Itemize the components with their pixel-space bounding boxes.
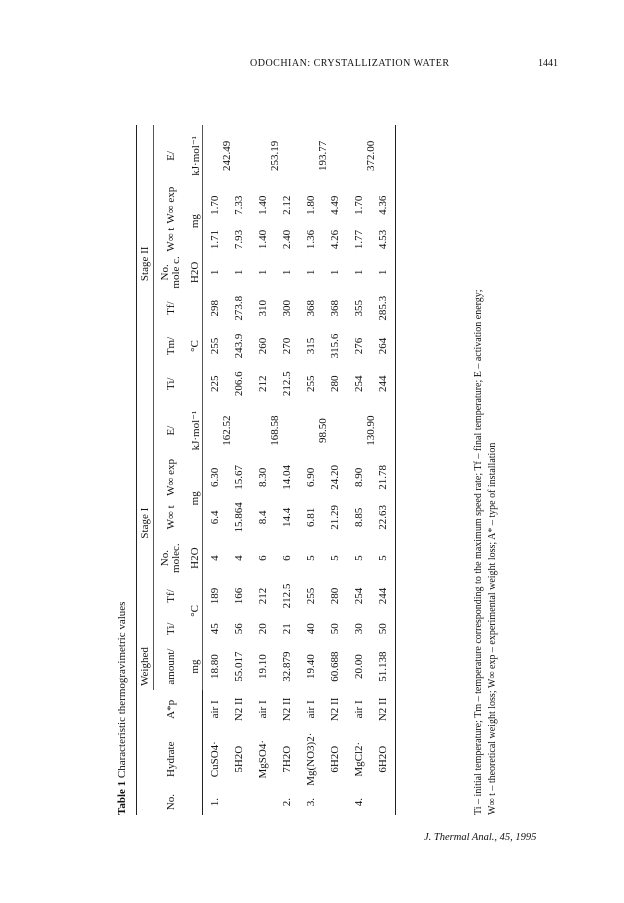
cell-ap: N2 II [377,697,389,722]
cell-tf1: 212.5 [281,583,293,609]
cell-no [251,789,275,815]
cell-wt1: 6.4 [209,510,221,525]
cell-ap: air I [305,700,317,719]
unit-kj-stage1: kJ·mol⁻¹ [188,403,203,459]
col-hydrate: Hydrate [164,741,177,777]
cell-tm2: 264 [377,337,389,355]
cell-hydrate: MgCl2· [353,741,365,777]
cell-ti1: 45 [209,623,221,635]
page-number: 1441 [538,58,558,69]
table-row [275,125,299,815]
caption-label: Table 1 [116,780,128,815]
cell-we2: 1.70 [353,195,365,215]
cell-n2: 1 [209,269,221,276]
energy-stage1: 168.58 [269,415,281,446]
col-e2: E/ [165,150,177,161]
cell-we2: 1.70 [209,195,221,215]
cell-wt1: 21.29 [329,504,341,530]
cell-ti1: 20 [257,623,269,635]
cell-wt2: 4.26 [329,229,341,250]
group-stage2: Stage II [137,125,154,403]
col-e1: E/ [165,425,177,436]
cell-tm2: 243.9 [233,333,245,359]
unit-h2o-stage2: H2O [188,255,203,289]
cell-tf1: 166 [233,587,245,605]
unit-h2o-stage1: H2O [188,538,203,578]
table-row [251,125,275,815]
cell-n1: 6 [257,555,269,561]
cell-ap: N2 II [233,697,245,722]
energy-stage1: 130.90 [365,415,377,446]
cell-we1: 14.04 [281,465,293,490]
cell-ti1: 50 [329,623,341,635]
unit-c-stage1: °C [188,578,203,644]
cell-tm2: 260 [257,337,269,355]
cell-n2: 1 [257,269,269,276]
col-molec: No. molec. [159,543,182,573]
cell-wt1: 8.85 [353,507,365,527]
cell-ti1: 56 [233,623,245,635]
cell-n2: 1 [305,269,317,276]
cell-wt2: 1.77 [353,229,365,250]
cell-ap: N2 II [281,697,293,722]
energy-stage1: 98.50 [317,418,329,443]
cell-tm2: 255 [209,337,221,355]
cell-wt2: 7.93 [233,229,245,250]
col-wt1: W∞ t [165,505,177,530]
col-ap: A*p [164,699,177,719]
cell-hydrate: CuSO4· [209,741,221,778]
col-we2: W∞ exp [165,186,177,224]
col-wt2: W∞ t [165,227,177,252]
cell-n2: 1 [329,269,341,276]
table-row [299,125,323,815]
cell-amount: 55.017 [233,651,245,682]
cell-tf2: 310 [257,299,269,317]
unit-mg-stage2: mg [188,187,203,256]
cell-tf1: 254 [353,587,365,605]
cell-ti1: 40 [305,623,317,635]
table-body [203,125,396,815]
cell-ap: air I [353,700,365,719]
cell-ti2: 280 [329,375,341,393]
cell-tf1: 244 [377,587,389,605]
cell-no [371,789,396,815]
cell-n1: 4 [209,555,221,561]
energy-stage2: 372.00 [365,140,377,171]
cell-wt2: 1.36 [305,229,317,250]
col-we1: W∞ exp [165,459,177,496]
cell-amount: 32.879 [281,651,293,682]
cell-tf2: 298 [209,299,221,317]
cell-we2: 1.80 [305,195,317,215]
cell-amount: 19.40 [305,654,317,679]
cell-n1: 4 [233,555,245,561]
table-caption [116,602,128,815]
cell-we2: 4.49 [329,195,341,215]
cell-no [227,789,251,815]
col-amount: amount/ [165,648,177,685]
cell-wt2: 1.71 [209,229,221,250]
col-tf2: Tf/ [165,301,177,315]
unit-mg-amount: mg [188,644,203,690]
cell-no [323,789,347,815]
footnote-line-2: W∞ t – theoretical weight loss; W∞ exp – experimental weight loss; A* – type of installation [487,442,498,815]
cell-tf2: 285.3 [377,295,389,321]
cell-wt1: 8.4 [257,510,269,525]
group-stage1: Stage I [137,403,154,644]
cell-ti1: 21 [281,623,293,635]
cell-we2: 2.12 [281,195,293,215]
caption-text: Characteristic thermogravimetric values [116,601,128,779]
cell-n2: 1 [377,269,389,276]
cell-hydrate: 7H2O [281,745,293,773]
cell-ap: air I [209,700,221,719]
cell-we2: 7.33 [233,195,245,215]
cell-ap: air I [257,700,269,719]
cell-we2: 4.36 [377,195,389,215]
cell-no: 3. [305,797,317,807]
col-tm2: Tm/ [165,336,177,356]
cell-n1: 5 [377,555,389,561]
energy-stage2: 193.77 [317,140,329,171]
cell-n1: 5 [305,555,317,561]
cell-tm2: 270 [281,337,293,355]
rotated-table-block [110,125,570,815]
cell-n1: 6 [281,555,293,561]
table-row [347,125,371,815]
table-row [203,125,228,815]
cell-n2: 1 [281,269,293,276]
cell-tf1: 212 [257,587,269,605]
cell-tm2: 315 [305,337,317,355]
cell-ti1: 30 [353,623,365,635]
energy-stage2: 253.19 [269,140,281,171]
cell-wt1: 22.63 [377,504,389,530]
cell-we2: 1.40 [257,195,269,215]
cell-we1: 6.90 [305,467,317,488]
cell-tf1: 189 [209,587,221,605]
cell-we1: 8.90 [353,467,365,488]
col-tf1: Tf/ [165,589,177,603]
cell-we1: 21.78 [377,465,389,490]
thermogravimetric-table [136,125,396,815]
running-title: ODOCHIAN: CRYSTALLIZATION WATER [250,58,450,69]
cell-wt2: 2.40 [281,229,293,250]
cell-hydrate: Mg(NO3)2· [305,732,317,786]
col-ti1: Ti/ [165,622,177,635]
energy-stage1: 162.52 [221,415,233,446]
footnote-line-1: Ti – initial temperature; Tm – temperature corresponding to the maximum speed rate; Tf – final temperature; E – activation energy; [473,289,484,815]
cell-wt2: 4.53 [377,229,389,250]
cell-ap: N2 II [329,697,341,722]
cell-wt1: 6.81 [305,507,317,527]
cell-hydrate: 5H2O [233,745,245,773]
col-ti2: Ti/ [165,377,177,391]
cell-amount: 51.138 [377,651,389,682]
cell-wt1: 15.864 [233,502,245,533]
cell-tf1: 280 [329,587,341,605]
cell-ti2: 212 [257,375,269,393]
cell-hydrate: MgSO4· [257,739,269,779]
cell-amount: 60.688 [329,651,341,682]
cell-wt1: 14.4 [281,507,293,527]
table-row [371,125,396,815]
cell-tf2: 355 [353,299,365,317]
cell-we1: 8.30 [257,467,269,488]
cell-amount: 20.00 [353,654,365,679]
cell-tf2: 300 [281,299,293,317]
cell-ti2: 254 [353,375,365,393]
cell-tm2: 276 [353,337,365,355]
cell-hydrate: 6H2O [329,745,341,773]
cell-ti2: 255 [305,375,317,393]
journal-footer: J. Thermal Anal., 45, 1995 [424,832,537,843]
cell-ti2: 225 [209,375,221,393]
cell-hydrate: 6H2O [377,745,389,773]
col-mole: No. mole c. [159,256,182,289]
cell-tm2: 315.6 [329,333,341,359]
unit-kj-stage2: kJ·mol⁻¹ [188,125,203,187]
cell-tf2: 368 [329,299,341,317]
cell-tf2: 368 [305,299,317,317]
cell-tf2: 273.8 [233,295,245,321]
cell-we1: 15.67 [233,465,245,490]
cell-n2: 1 [233,269,245,276]
cell-no: 4. [353,797,365,807]
cell-amount: 19.10 [257,654,269,679]
cell-ti2: 212.5 [281,371,293,397]
unit-c-stage2: °C [188,289,203,402]
cell-n1: 5 [353,555,365,561]
table-footnote [472,289,500,815]
cell-no: 1. [209,797,221,807]
cell-we1: 24.20 [329,465,341,490]
energy-stage2: 242.49 [221,140,233,171]
cell-ti2: 206.6 [233,371,245,397]
cell-ti2: 244 [377,375,389,393]
cell-wt2: 1.40 [257,229,269,250]
cell-we1: 6.30 [209,467,221,488]
cell-ti1: 50 [377,623,389,635]
table-row [323,125,347,815]
cell-no: 2. [281,797,293,807]
col-no: No. [164,793,177,811]
group-weighed: Weighed [137,644,154,690]
cell-n2: 1 [353,269,365,276]
table-row [227,125,251,815]
cell-n1: 5 [329,555,341,561]
unit-mg-stage1: mg [188,458,203,538]
cell-tf1: 255 [305,587,317,605]
cell-amount: 18.80 [209,654,221,679]
